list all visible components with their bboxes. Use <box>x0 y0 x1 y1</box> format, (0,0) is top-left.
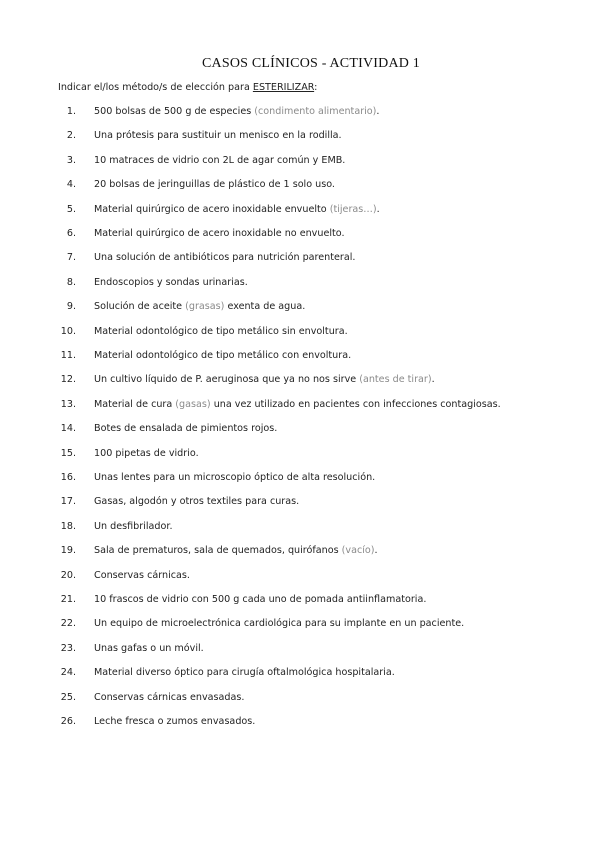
item-text-main: 10 frascos de vidrio con 500 g cada uno de pomada antiinflamatoria. <box>94 594 427 605</box>
item-text <box>94 643 204 654</box>
instruction-keyword: ESTERILIZAR <box>252 82 315 93</box>
item-number: 18. <box>60 520 76 532</box>
item-text-main: Leche fresca o zumos envasados. <box>94 716 256 727</box>
list-item <box>0 716 600 730</box>
item-number: 5. <box>66 203 76 215</box>
list-item <box>0 350 600 364</box>
item-text-main: Conservas cárnicas envasadas. <box>94 691 245 703</box>
item-number: 12. <box>60 374 76 386</box>
item-number: 10. <box>60 325 76 337</box>
item-number: 25. <box>60 691 76 703</box>
item-note: (antes de tirar) <box>359 374 432 386</box>
list-item <box>0 545 600 559</box>
item-text-main: Material odontológico de tipo metálico sin envoltura. <box>94 325 348 337</box>
item-text-tail: . <box>376 106 380 117</box>
list-item <box>0 448 600 462</box>
item-number: 9. <box>66 301 76 313</box>
item-text <box>94 545 378 556</box>
item-note: (vacío) <box>341 545 375 557</box>
item-text <box>94 618 464 629</box>
item-note: (gasas) <box>175 398 211 410</box>
item-number: 11. <box>60 350 76 361</box>
item-text-tail: . <box>376 203 380 215</box>
item-number: 13. <box>60 398 76 410</box>
item-text <box>94 448 199 459</box>
list-item <box>0 594 600 608</box>
item-number: 8. <box>66 276 76 288</box>
item-number: 4. <box>66 179 76 191</box>
list-item <box>0 277 600 291</box>
item-text-main: Un desfibrilador. <box>94 520 173 532</box>
item-text <box>94 326 348 337</box>
item-text <box>94 350 351 361</box>
item-text-main: Sala de prematuros, sala de quemados, quirófanos <box>94 545 342 557</box>
item-text-main: Unas lentes para un microscopio óptico de alta resolución. <box>94 472 376 483</box>
item-text <box>94 204 380 215</box>
item-number: 15. <box>60 447 76 459</box>
item-number: 21. <box>60 594 76 605</box>
item-number: 2. <box>66 130 76 142</box>
item-text-main: Un equipo de microelectrónica cardiológica para su implante en un paciente. <box>94 618 465 630</box>
item-number: 14. <box>60 423 76 435</box>
item-text-main: Unas gafas o un móvil. <box>94 642 204 654</box>
item-text <box>94 179 335 190</box>
item-text <box>94 423 277 434</box>
item-text <box>94 374 435 385</box>
item-text-main: Material diverso óptico para cirugía oftalmológica hospitalaria. <box>94 667 395 679</box>
item-text <box>94 521 173 532</box>
item-number: 6. <box>66 228 76 239</box>
item-text-main: Material quirúrgico de acero inoxidable no envuelto. <box>94 228 345 239</box>
list-item <box>0 228 600 242</box>
item-text-main: 100 pipetas de vidrio. <box>94 447 199 459</box>
item-text <box>94 472 375 483</box>
item-text-tail: exenta de agua. <box>224 301 306 313</box>
list-item <box>0 496 600 510</box>
list-item <box>0 618 600 632</box>
list-item <box>0 374 600 388</box>
item-text-tail: . <box>431 374 435 386</box>
item-number: 23. <box>60 642 76 654</box>
item-text <box>94 277 248 288</box>
item-text <box>94 667 395 678</box>
list-item <box>0 130 600 144</box>
item-text <box>94 252 355 263</box>
item-text <box>94 496 299 507</box>
list-item <box>0 326 600 340</box>
list-item <box>0 301 600 315</box>
list-item <box>0 472 600 486</box>
item-text-main: Conservas cárnicas. <box>94 569 190 581</box>
item-text <box>94 301 305 312</box>
item-text-main: 20 bolsas de jeringuillas de plástico de 1 solo uso. <box>94 179 335 191</box>
item-text-main: 10 matraces de vidrio con 2L de agar común y EMB. <box>94 154 346 166</box>
item-number: 1. <box>66 106 76 117</box>
item-text <box>94 399 501 410</box>
item-number: 16. <box>60 472 76 483</box>
item-text-main: Botes de ensalada de pimientos rojos. <box>94 423 278 435</box>
item-text <box>94 716 255 727</box>
item-number: 26. <box>60 716 76 727</box>
item-text <box>94 106 379 117</box>
list-item <box>0 423 600 437</box>
list-item <box>0 692 600 706</box>
item-text-main: Material quirúrgico de acero inoxidable envuelto <box>94 203 330 215</box>
list-item <box>0 643 600 657</box>
instruction-line <box>58 82 317 93</box>
item-text <box>94 228 345 239</box>
list-item <box>0 570 600 584</box>
item-text-main: Un cultivo líquido de P. aeruginosa que ya no nos sirve <box>94 374 360 386</box>
instruction-prefix: Indicar el/los método/s de elección para <box>58 82 253 93</box>
item-number: 22. <box>60 618 76 630</box>
list-item <box>0 106 600 120</box>
item-number: 7. <box>66 252 76 264</box>
list-item <box>0 179 600 193</box>
item-text-main: Una solución de antibióticos para nutrición parenteral. <box>94 252 356 264</box>
item-text-main: 500 bolsas de 500 g de especies <box>94 106 255 117</box>
item-text <box>94 155 345 166</box>
item-text-main: Endoscopios y sondas urinarias. <box>94 276 248 288</box>
item-note: (tijeras…) <box>329 203 377 215</box>
list-item <box>0 252 600 266</box>
item-text-main: Una prótesis para sustituir un menisco en la rodilla. <box>94 130 342 142</box>
item-note: (condimento alimentario) <box>254 106 377 117</box>
item-text <box>94 570 190 581</box>
list-item <box>0 155 600 169</box>
item-number: 24. <box>60 667 76 679</box>
list-item <box>0 667 600 681</box>
item-text <box>94 594 426 605</box>
item-text-main: Material odontológico de tipo metálico con envoltura. <box>94 350 352 361</box>
item-text-main: Solución de aceite <box>94 301 186 313</box>
item-number: 3. <box>66 154 76 166</box>
item-text-main: Material de cura <box>94 398 176 410</box>
list-item <box>0 204 600 218</box>
item-text-main: Gasas, algodón y otros textiles para curas. <box>94 496 300 508</box>
item-text-tail: . <box>374 545 378 557</box>
list-item <box>0 521 600 535</box>
page-title: CASOS CLÍNICOS - ACTIVIDAD 1 <box>202 56 420 71</box>
item-number: 17. <box>60 496 76 508</box>
item-text <box>94 692 244 703</box>
item-note: (grasas) <box>185 301 225 313</box>
item-text-tail: una vez utilizado en pacientes con infecciones contagiosas. <box>210 398 501 410</box>
list-item <box>0 399 600 413</box>
item-text <box>94 130 342 141</box>
instruction-suffix: : <box>314 82 318 93</box>
item-number: 20. <box>60 569 76 581</box>
item-number: 19. <box>60 545 76 557</box>
